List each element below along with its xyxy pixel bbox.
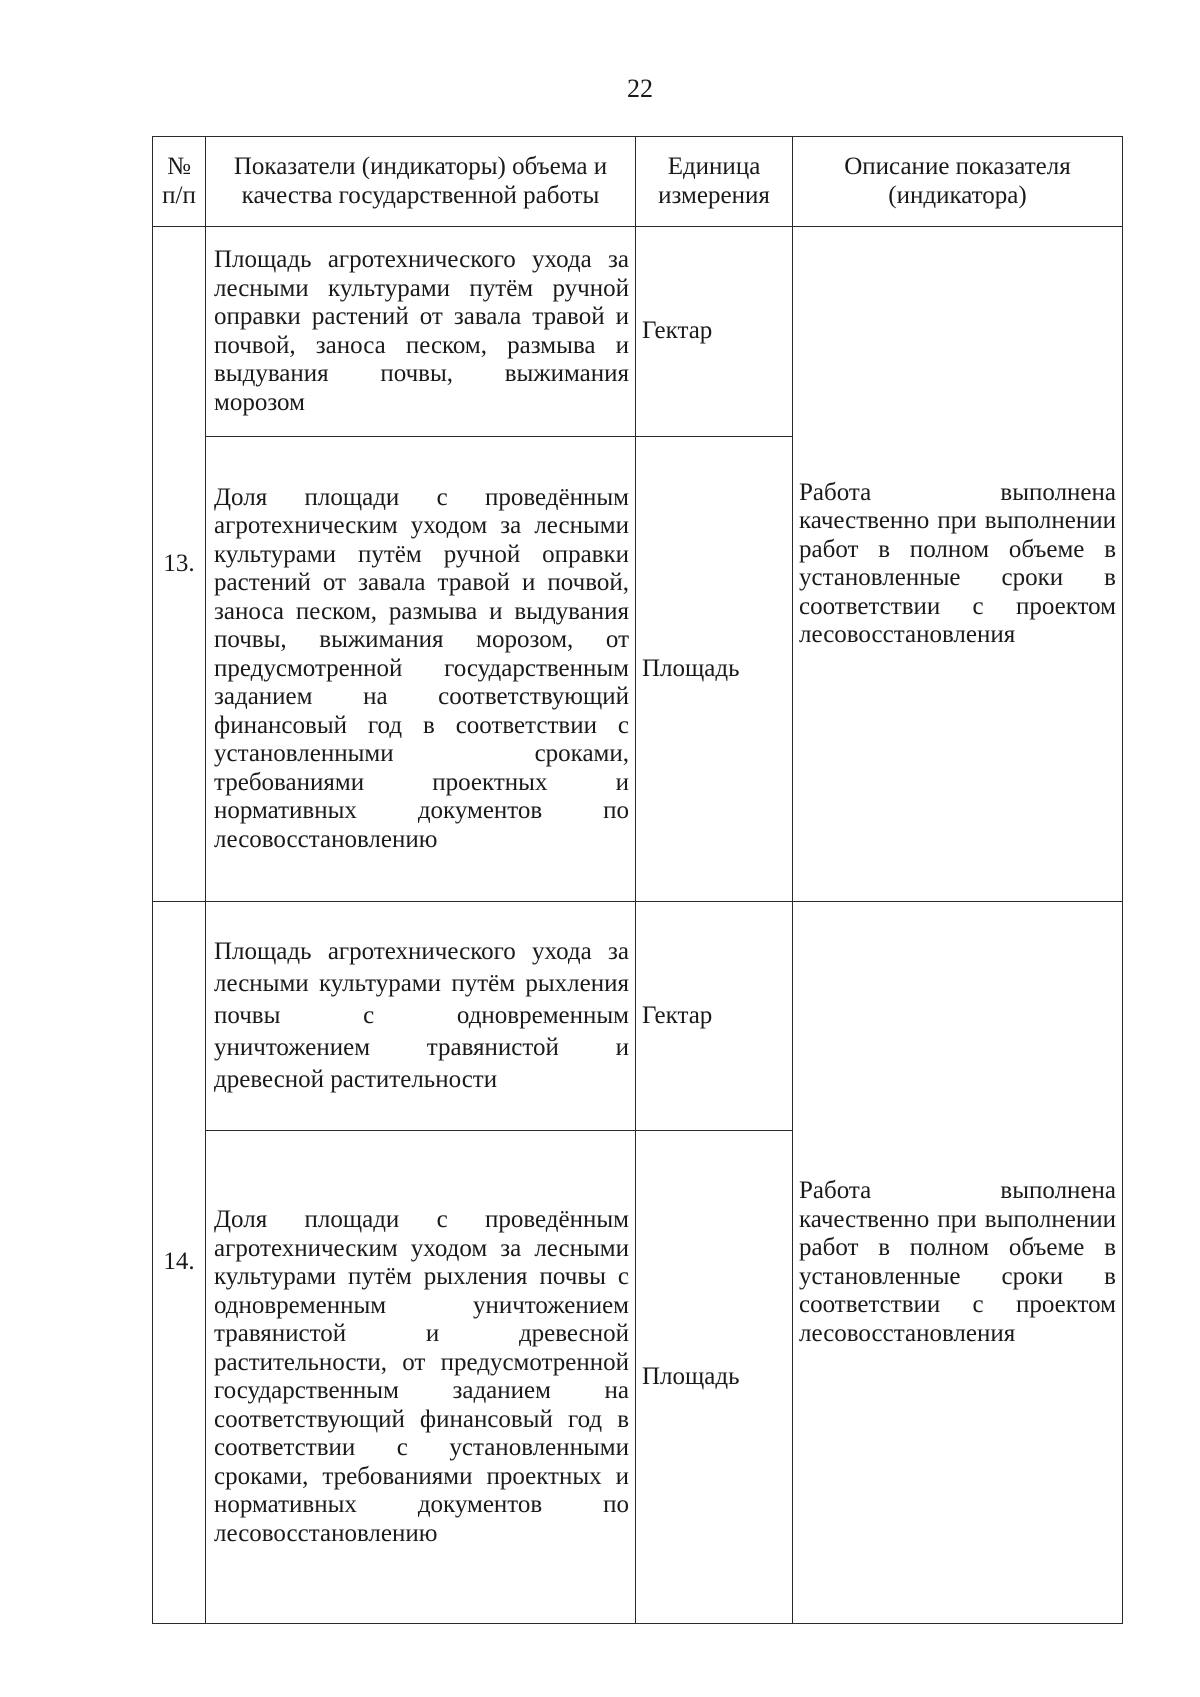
indicators-table	[152, 136, 1123, 1624]
row-number: 13.	[153, 227, 206, 902]
unit-cell: Гектар	[636, 227, 793, 437]
header-description: Описание показателя (индикатора)	[793, 137, 1123, 227]
unit-cell: Площадь	[636, 437, 793, 902]
unit-cell: Гектар	[636, 902, 793, 1131]
indicator-text: Площадь агротехнического ухода за лесными культурами путём рыхления почвы с одновременным уничтожением травянистой и древесной растительности	[206, 902, 636, 1131]
indicator-text: Доля площади с проведённым агротехническим уходом за лесными культурами путём ручной оправки растений от завала травой и почвой, заноса песком, размыва и выдувания почвы, выжимания морозом, от предусмотренной государственным заданием на соответствующий финансовый год в соответствии с установленными сроками, требованиями проектных и нормативных документов по лесовосстановлению	[206, 437, 636, 902]
description-cell: Работа выполнена качественно при выполнении работ в полном объеме в установленные сроки в соответствии с проектом лесовосстановления	[793, 902, 1123, 1624]
unit-cell: Площадь	[636, 1131, 793, 1624]
indicator-text: Доля площади с проведённым агротехническим уходом за лесными культурами путём рыхления почвы с одновременным уничтожением травянистой и древесной растительности, от предусмотренной государственным заданием на соответствующий финансовый год в соответствии с установленными сроками, требованиями проектных и нормативных документов по лесовосстановлению	[206, 1131, 636, 1624]
description-cell: Работа выполнена качественно при выполнении работ в полном объеме в установленные сроки в соответствии с проектом лесовосстановления	[793, 227, 1123, 902]
table-row	[153, 227, 1123, 437]
table-row	[153, 902, 1123, 1131]
row-number: 14.	[153, 902, 206, 1624]
header-num: № п/п	[153, 137, 206, 227]
header-indicator: Показатели (индикаторы) объема и качества государственной работы	[206, 137, 636, 227]
page-number: 22	[627, 74, 653, 103]
header-unit: Единица измерения	[636, 137, 793, 227]
indicator-text: Площадь агротехнического ухода за лесными культурами путём ручной оправки растений от завала травой и почвой, заноса песком, размыва и выдувания почвы, выжимания морозом	[206, 227, 636, 437]
table-header-row	[153, 137, 1123, 227]
